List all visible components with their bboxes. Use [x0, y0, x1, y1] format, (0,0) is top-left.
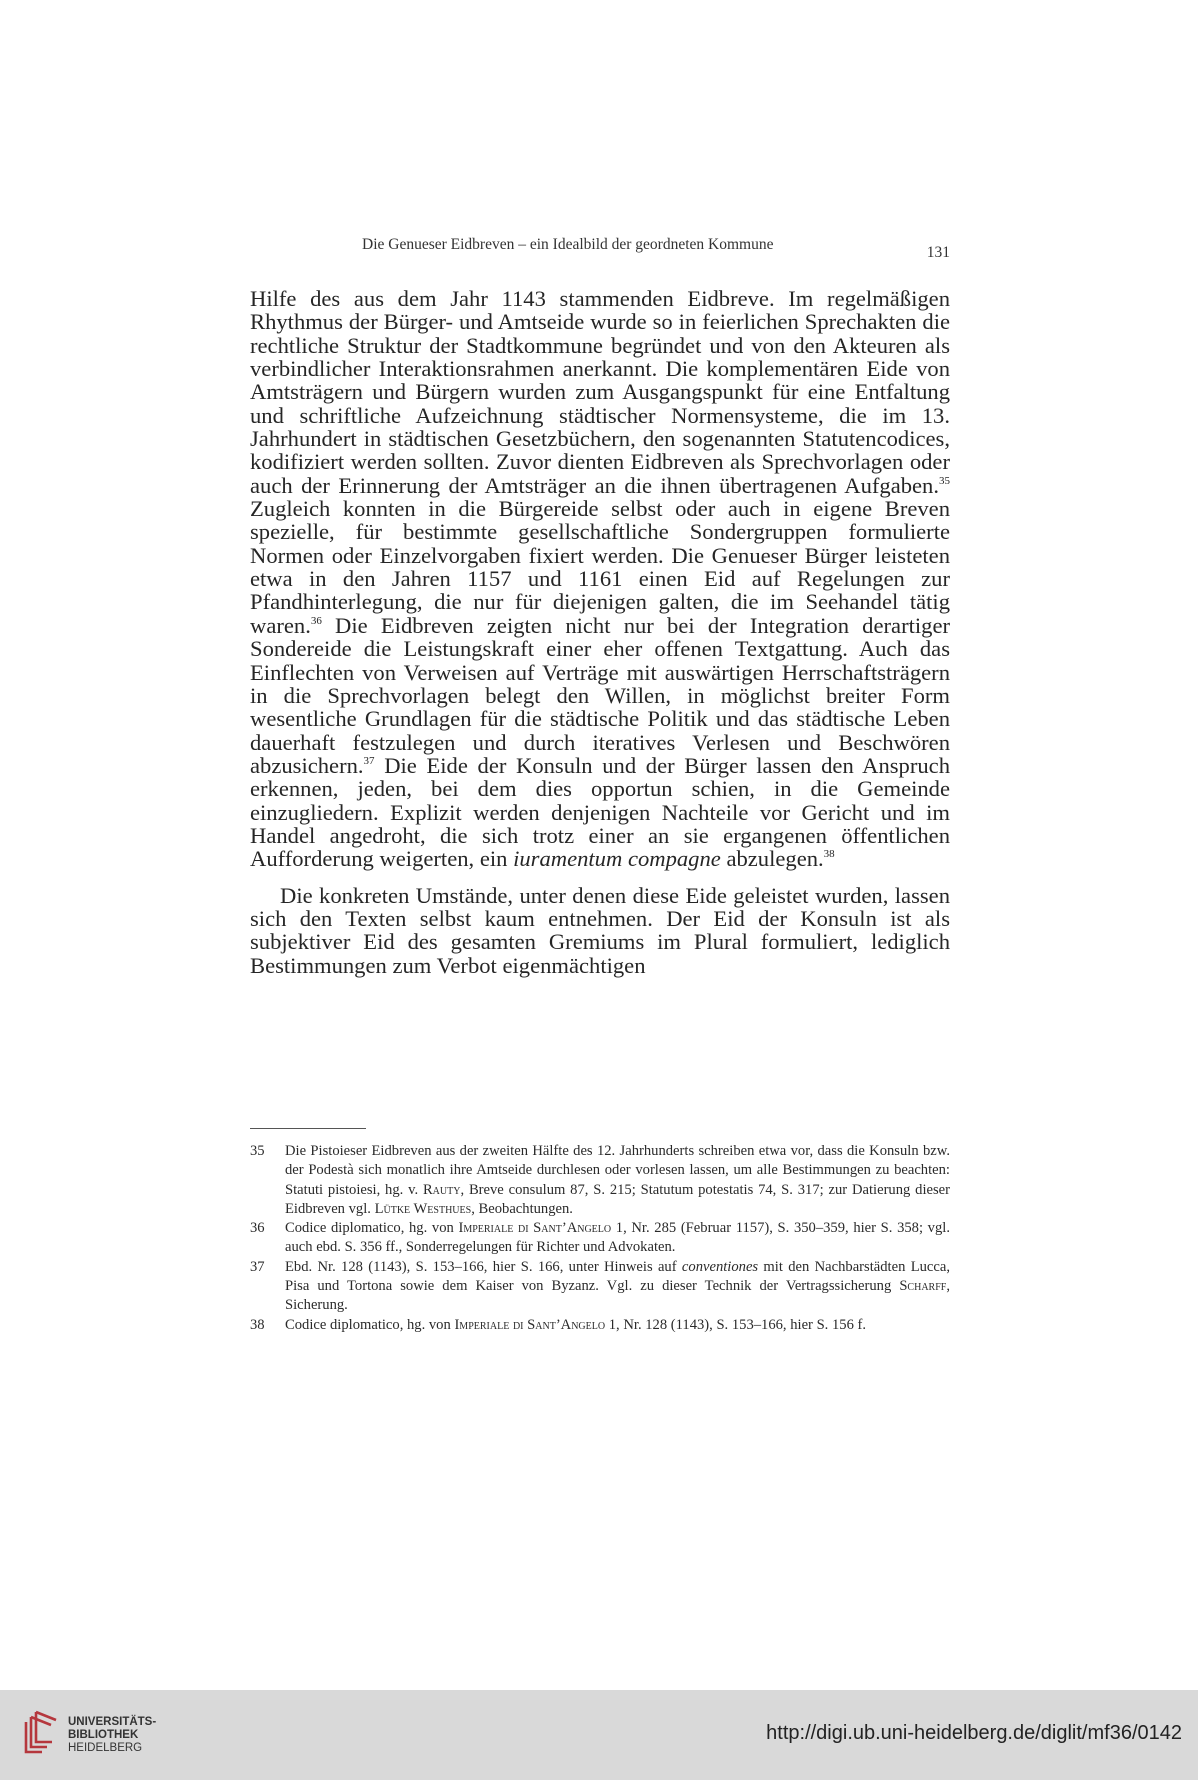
- footnote-text: , Sicherung.: [285, 1278, 950, 1314]
- footnote-text: 1, Nr. 285 (Februar 1157), S. 350–359, hier S. 358; vgl. auch ebd. S. 356 ff., Sonderregelungen für Richter und Advokaten.: [285, 1220, 950, 1256]
- footnote-number: 36: [250, 1220, 265, 1237]
- paragraph-1-text-e: abzulegen.: [720, 846, 824, 872]
- running-title: Die Genueser Eidbreven – ein Idealbild der geordneten Kommune: [362, 236, 774, 253]
- footnote-text: 1, Nr. 128 (1143), S. 153–166, hier S. 156 f.: [605, 1316, 867, 1333]
- footnote-text: mit den Nachbarstädten Lucca, Pisa und Tortona sowie dem Kaiser von Byzanz. Vgl. zu dieser Technik der Vertragssicherung: [285, 1258, 950, 1295]
- logo-line-2: BIBLIOTHEK: [68, 1729, 139, 1741]
- footnote-text: Die Pistoieser Eidbreven aus der zweiten Hälfte des 12. Jahrhunderts schreiben etwa vor, dass die Konsuln bzw. der Podestà sich monatlich ihre Amtseide durchlesen oder vorlesen lassen, um alle Bestimmungen zu beachten: Statuti pistoiesi, hg. v.: [285, 1143, 950, 1198]
- paragraph-1-text-a: Hilfe des aus dem Jahr 1143 stammenden Eidbreve. Im regelmäßigen Rhythmus der Bürger- und Amtseide wurde so in feierlichen Sprechakten die rechtliche Struktur der Stadtkommune begründet und von den Akteuren als verbindlicher Interaktionsrahmen anerkannt. Die komplementären Eide von Amtsträgern und Bürgern wurden zum Ausgangspunkt für eine Entfaltung und schriftliche Aufzeichnung städtischer Normensysteme, die im 13. Jahrhundert in städtischen Gesetzbüchern, den sogenannten Statutencodices, kodifiziert werden sollten. Zuvor dienten Eidbreven als Sprechvorlagen oder auch der Erinnerung der Amtsträger an die ihnen übertragenen Aufgaben.: [250, 286, 950, 498]
- body-text: [250, 287, 950, 977]
- footnote-ref-36[interactable]: 36: [310, 614, 322, 627]
- paragraph-1-text-d: Die Eide der Konsuln und der Bürger lassen den Anspruch erkennen, jeden, bei dem dies opportun schien, in die Gemeinde einzugliedern. Explizit werden denjenigen Nachteile vor Gericht und im Handel angedroht, die sich trotz einer an sie ergangenen öffentlichen Aufforderung weigerten, ein: [250, 752, 950, 872]
- footnote-text: , Breve consulum 87, S. 215; Statutum potestatis 74, S. 317; zur Datierung dieser Eidbreven vgl.: [285, 1181, 950, 1217]
- footnote-rule: [250, 1128, 366, 1129]
- footnote-ref-37[interactable]: 37: [363, 754, 375, 767]
- footnote-37: [250, 1258, 950, 1316]
- footnote-36: [250, 1219, 950, 1258]
- footnote-text: Ebd. Nr. 128 (1143), S. 153–166, hier S. 166, unter Hinweis auf: [285, 1258, 682, 1275]
- author-name: Rauty: [422, 1181, 461, 1198]
- footnote-text: , Beobachtungen.: [471, 1200, 573, 1217]
- paragraph-2: Die konkreten Umstände, unter denen diese Eide geleistet wurden, lassen sich den Texten selbst kaum entnehmen. Der Eid der Konsuln ist als subjektiver Eid des gesamten Gremiums im Plural formuliert, lediglich Bestimmungen zum Verbot eigenmächtigen: [250, 882, 950, 978]
- library-logo-text: [68, 1716, 156, 1755]
- latin-term: conventiones: [681, 1258, 759, 1275]
- footnote-38: [250, 1316, 950, 1335]
- footnote-ref-38[interactable]: 38: [823, 848, 835, 861]
- footnote-text: Codice diplomatico, hg. von: [285, 1316, 455, 1333]
- document-url[interactable]: http://digi.ub.uni-heidelberg.de/diglit/mf36/0142: [766, 1722, 1182, 1744]
- footnote-35: [250, 1142, 950, 1219]
- author-name: Lütke Westhues: [374, 1200, 472, 1217]
- footnote-ref-35[interactable]: 35: [939, 474, 950, 487]
- paragraph-1: [250, 287, 950, 871]
- footnotes: [250, 1142, 950, 1335]
- paragraph-1-text-b: Zugleich konnten in die Bürgereide selbst oder auch in eigene Breven spezielle, für bestimmte gesellschaftliche Sondergruppen formulierte Normen oder Einzelvorgaben fixiert werden. Die Genueser Bürger leisteten etwa in den Jahren 1157 und 1161 einen Eid auf Regelungen zur Pfandhinterlegung, die nur für diejenigen galten, die im Seehandel tätig waren.: [250, 496, 950, 638]
- author-name: Imperiale di Sant’Angelo: [458, 1220, 612, 1237]
- paragraph-1-text-c: Die Eidbreven zeigten nicht nur bei der Integration derartiger Sondereide die Leistungskraft einer eher offenen Textgattung. Auch das Einflechten von Verweisen auf Verträge mit auswärtigen Herrschaftsträgern in die Sprechvorlagen belegt den Willen, in möglichst breiter Form wesentliche Grundlagen für die städtische Politik und das städtische Leben dauerhaft festzulegen und durch iteratives Verlesen und Beschwören abzusichern.: [250, 612, 950, 778]
- logo-line-1: UNIVERSITÄTS-: [68, 1716, 157, 1728]
- viewer-footer: [0, 1690, 1198, 1780]
- logo-line-3: HEIDELBERG: [68, 1742, 143, 1754]
- latin-term: iuramentum compagne: [513, 846, 721, 872]
- library-logo-icon: [22, 1708, 62, 1756]
- author-name: Imperiale di Sant’Angelo: [454, 1316, 606, 1333]
- footnote-text: Codice diplomatico, hg. von: [285, 1220, 459, 1237]
- footnote-number: 37: [250, 1258, 265, 1275]
- author-name: Scharff: [899, 1278, 947, 1295]
- footnote-number: 35: [250, 1143, 265, 1159]
- page-number: 131: [926, 244, 950, 261]
- footnote-number: 38: [250, 1316, 265, 1333]
